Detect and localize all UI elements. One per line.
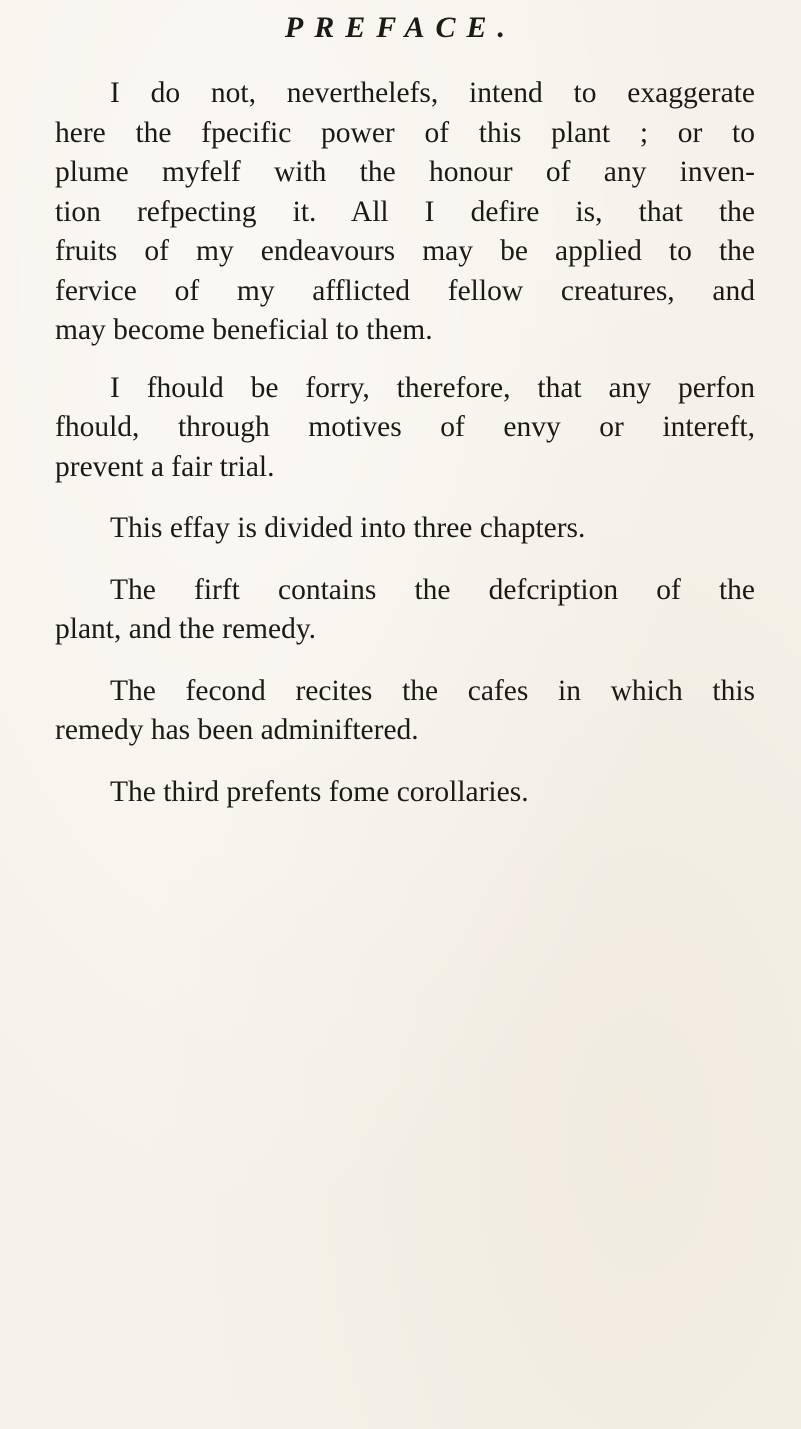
text-line: The firft contains the defcription of the (110, 573, 755, 606)
text-line: tion refpecting it. All I defire is, that the (55, 195, 755, 228)
paragraph-4 (55, 571, 755, 650)
text-line: plume myfelf with the honour of any inven- (55, 156, 755, 188)
body-text (55, 74, 755, 812)
text-line: prevent a fair trial. (55, 450, 275, 483)
running-header: PREFACE. (284, 11, 517, 44)
text-line: This effay is divided into three chapters. (110, 512, 586, 544)
paragraph-5 (55, 672, 755, 751)
text-line: here the fpecific power of this plant ; or to (55, 116, 755, 149)
text-line: may become beneficial to them. (55, 314, 433, 346)
text-line: I fhould be forry, therefore, that any perfon (110, 371, 755, 404)
paragraph-3 (55, 509, 755, 549)
text-line: The fecond recites the cafes in which this (110, 674, 755, 707)
paragraph-2 (55, 369, 755, 488)
text-line: The third prefents fome corollaries. (110, 775, 529, 808)
paragraph-6 (55, 773, 755, 813)
text-line: fhould, through motives of envy or intereft, (55, 411, 755, 443)
text-line: fervice of my afflicted fellow creatures, and (55, 274, 755, 307)
text-line: remedy has been adminiftered. (55, 714, 419, 746)
text-line: plant, and the remedy. (55, 613, 317, 645)
text-line: I do not, neverthelefs, intend to exaggerate (110, 77, 755, 109)
paragraph-1 (55, 74, 755, 351)
text-line: fruits of my endeavours may be applied to the (55, 235, 755, 267)
